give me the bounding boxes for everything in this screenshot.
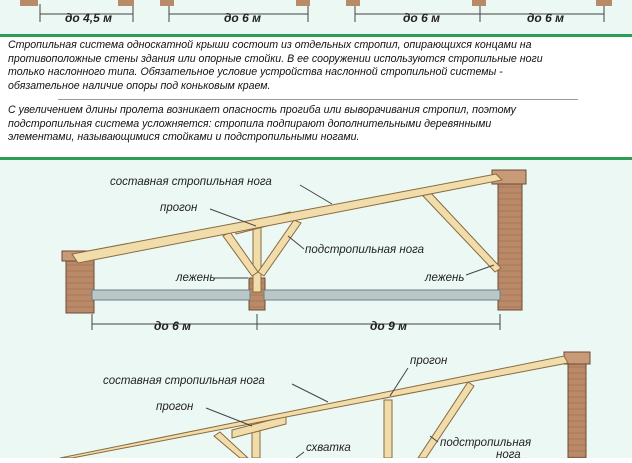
label-sub-rafter-2-line-2: нога	[496, 449, 521, 458]
label-sub-rafter: подстропильная нога	[305, 244, 425, 256]
top-divider	[0, 34, 632, 37]
paragraph-2-line-3: элементами, называющимися стойками и подстропильными ногами.	[8, 131, 360, 144]
top-dim-label-1: до 4,5 м	[65, 11, 112, 25]
strut-center	[258, 220, 301, 276]
paragraph-1-line-4: обязательное наличие опоры под коньковым краем.	[8, 79, 271, 92]
label-purlin: прогон	[160, 202, 198, 214]
paragraph-1-line-3: только наслонного типа. Обязательное условие устройства наслонной стропильной системы -	[8, 66, 503, 79]
label-sub-rafter-2-line-1: подстропильная	[440, 437, 532, 449]
rafter-diagram-svg	[0, 160, 632, 458]
paragraph-2	[8, 104, 626, 145]
label-purlin-2: прогон	[156, 401, 194, 413]
top-dimension-strip	[0, 0, 632, 34]
top-dim-label-4: до 6 м	[527, 11, 564, 25]
dim-label-span-1: до 6 м	[154, 319, 191, 333]
label-composite-rafter: составная стропильная нога	[110, 176, 272, 188]
left-wall	[66, 257, 94, 313]
diagram-1	[62, 170, 526, 333]
label-composite-rafter-2: составная стропильная нога	[103, 375, 265, 387]
sill-beam-right	[264, 290, 500, 300]
rafter-diagrams	[0, 160, 632, 458]
right-wall-2	[568, 360, 586, 458]
text-separator	[58, 99, 578, 100]
paragraph-2-line-1: С увеличением длины пролета возникает опасность прогиба или выворачивания стропил, поэтому	[8, 104, 516, 116]
post-2	[384, 400, 392, 458]
strut-right	[423, 192, 501, 272]
dim-label-span-2: до 9 м	[370, 319, 407, 333]
top-dim-label-3: до 6 м	[403, 11, 440, 25]
paragraph-1	[8, 39, 626, 93]
label-tie: схватка	[306, 442, 351, 454]
strut-2b	[214, 432, 248, 458]
sill-beam-left	[92, 290, 250, 300]
label-sill-left: лежень	[176, 272, 216, 284]
post-middle	[253, 226, 261, 292]
paragraph-1-line-2: противоположные стены здания или опорные стойки. В ее сооружении используются стропильные ноги	[8, 52, 543, 65]
paragraph-2-line-2: подстропильная система усложняется: стропила подпирают дополнительными деревянными	[8, 117, 492, 130]
top-dimension-graphic	[0, 0, 632, 34]
paragraph-1-line-1: Стропильная система односкатной крыши состоит из отдельных стропил, опирающихся концами на	[8, 39, 532, 51]
top-dim-label-2: до 6 м	[224, 11, 261, 25]
label-sill-right: лежень	[425, 272, 465, 284]
diagram-2	[60, 352, 590, 458]
right-wall	[498, 178, 522, 310]
label-purlin-top: прогон	[410, 355, 448, 367]
